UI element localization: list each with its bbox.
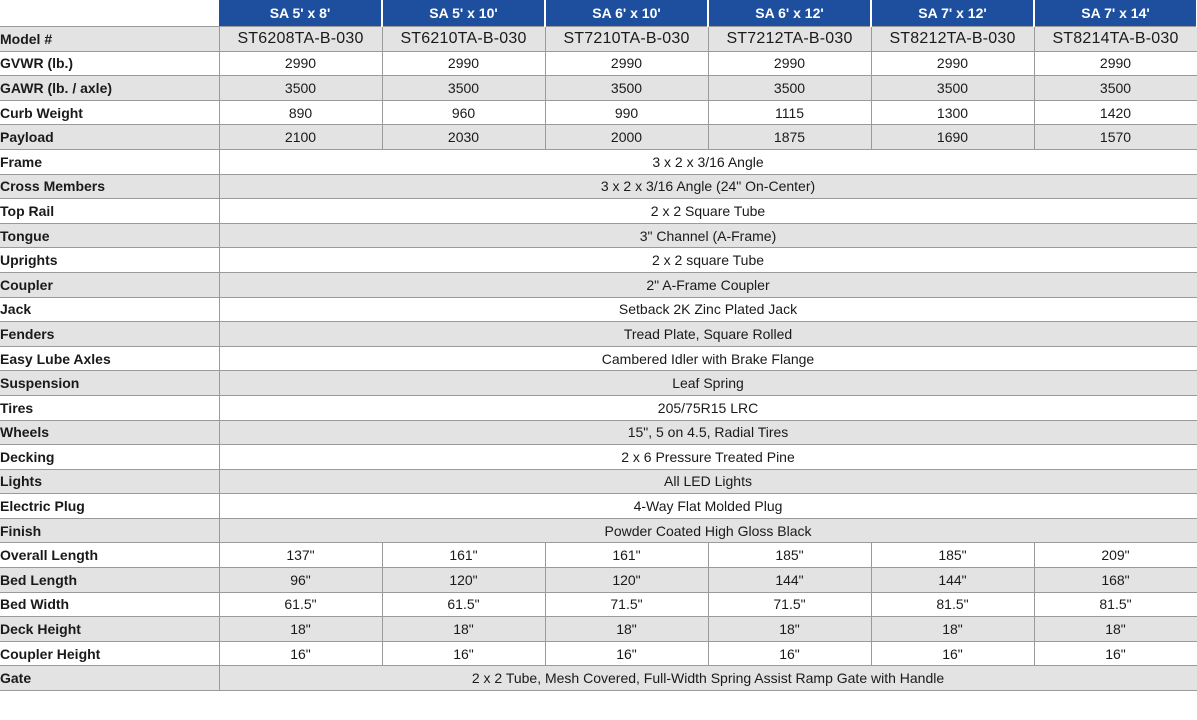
spec-row [0,248,1197,273]
spec-row [0,666,1197,691]
spec-row-label: Bed Length [0,568,219,593]
spec-cell: 81.5" [1034,592,1197,617]
spec-row-label: Payload [0,125,219,150]
spec-row-label: Frame [0,149,219,174]
spec-row-label: Tires [0,395,219,420]
spec-cell: 2990 [708,51,871,76]
spec-cell-shared: 3 x 2 x 3/16 Angle [219,149,1197,174]
spec-row-label: Coupler Height [0,641,219,666]
spec-row [0,568,1197,593]
spec-row [0,174,1197,199]
spec-cell: 960 [382,100,545,125]
spec-row [0,641,1197,666]
spec-row-label: Decking [0,445,219,470]
spec-cell: 71.5" [545,592,708,617]
spec-row-label: Suspension [0,371,219,396]
spec-cell: 1570 [1034,125,1197,150]
spec-row [0,518,1197,543]
spec-row-label: Model # [0,27,219,52]
spec-row-label: Tongue [0,223,219,248]
spec-cell: 18" [1034,617,1197,642]
spec-row-label: Uprights [0,248,219,273]
spec-row-label: Jack [0,297,219,322]
spec-cell: 81.5" [871,592,1034,617]
spec-cell: 185" [708,543,871,568]
spec-cell-shared: All LED Lights [219,469,1197,494]
spec-row-label: Cross Members [0,174,219,199]
spec-cell: 71.5" [708,592,871,617]
spec-row-label: Electric Plug [0,494,219,519]
spec-cell: 18" [382,617,545,642]
spec-cell: 16" [708,641,871,666]
column-header: SA 6' x 12' [708,0,871,27]
spec-cell: 1300 [871,100,1034,125]
spec-cell: ST6210TA-B-030 [382,27,545,52]
spec-table-body [0,27,1197,691]
spec-cell: 185" [871,543,1034,568]
spec-cell-shared: Setback 2K Zinc Plated Jack [219,297,1197,322]
spec-row [0,272,1197,297]
spec-cell: 3500 [708,76,871,101]
spec-cell: 990 [545,100,708,125]
spec-row [0,543,1197,568]
spec-cell-shared: 2 x 2 Square Tube [219,199,1197,224]
spec-row [0,371,1197,396]
spec-cell: ST6208TA-B-030 [219,27,382,52]
spec-cell: 16" [545,641,708,666]
spec-row-label: Fenders [0,322,219,347]
spec-cell-shared: 2 x 6 Pressure Treated Pine [219,445,1197,470]
column-header: SA 7' x 12' [871,0,1034,27]
spec-cell: 3500 [871,76,1034,101]
spec-cell: 16" [219,641,382,666]
spec-cell: 1690 [871,125,1034,150]
column-header: SA 5' x 10' [382,0,545,27]
spec-row [0,100,1197,125]
spec-cell-shared: 2 x 2 Tube, Mesh Covered, Full-Width Spring Assist Ramp Gate with Handle [219,666,1197,691]
spec-cell: 16" [382,641,545,666]
header-corner [0,0,219,27]
spec-cell: 1420 [1034,100,1197,125]
spec-cell: 3500 [219,76,382,101]
spec-cell: 2990 [871,51,1034,76]
spec-row [0,125,1197,150]
spec-cell: ST8212TA-B-030 [871,27,1034,52]
spec-cell: 16" [871,641,1034,666]
spec-cell: 18" [871,617,1034,642]
spec-cell: 16" [1034,641,1197,666]
spec-row-label: GVWR (lb.) [0,51,219,76]
spec-cell-shared: Leaf Spring [219,371,1197,396]
spec-row [0,494,1197,519]
column-header: SA 5' x 8' [219,0,382,27]
spec-cell: 2000 [545,125,708,150]
spec-row-label: Easy Lube Axles [0,346,219,371]
column-header: SA 7' x 14' [1034,0,1197,27]
spec-row-label: Coupler [0,272,219,297]
spec-row [0,592,1197,617]
spec-row-label: Finish [0,518,219,543]
spec-cell-shared: Tread Plate, Square Rolled [219,322,1197,347]
spec-cell: 18" [545,617,708,642]
spec-row [0,322,1197,347]
spec-cell: 890 [219,100,382,125]
spec-row-label: Curb Weight [0,100,219,125]
spec-cell: ST8214TA-B-030 [1034,27,1197,52]
spec-cell-shared: 4-Way Flat Molded Plug [219,494,1197,519]
spec-cell: 61.5" [382,592,545,617]
spec-row [0,617,1197,642]
spec-cell: 144" [871,568,1034,593]
spec-cell: 1115 [708,100,871,125]
spec-row-label: GAWR (lb. / axle) [0,76,219,101]
spec-row [0,27,1197,52]
spec-cell-shared: Cambered Idler with Brake Flange [219,346,1197,371]
spec-cell-shared: 205/75R15 LRC [219,395,1197,420]
spec-cell: 144" [708,568,871,593]
spec-cell: 2100 [219,125,382,150]
spec-cell: 137" [219,543,382,568]
spec-cell: 3500 [382,76,545,101]
spec-cell: 209" [1034,543,1197,568]
spec-cell: 96" [219,568,382,593]
spec-cell: ST7212TA-B-030 [708,27,871,52]
spec-cell-shared: Powder Coated High Gloss Black [219,518,1197,543]
spec-row [0,445,1197,470]
spec-cell: 2990 [545,51,708,76]
spec-cell: 3500 [545,76,708,101]
spec-row [0,469,1197,494]
column-header: SA 6' x 10' [545,0,708,27]
spec-row-label: Top Rail [0,199,219,224]
spec-row-label: Wheels [0,420,219,445]
spec-cell-shared: 3" Channel (A-Frame) [219,223,1197,248]
spec-cell-shared: 3 x 2 x 3/16 Angle (24" On-Center) [219,174,1197,199]
spec-row [0,223,1197,248]
spec-row [0,346,1197,371]
spec-row [0,76,1197,101]
column-header-row [0,0,1197,27]
spec-cell-shared: 2" A-Frame Coupler [219,272,1197,297]
spec-cell: 2990 [219,51,382,76]
spec-row [0,297,1197,322]
spec-row [0,51,1197,76]
spec-cell: 61.5" [219,592,382,617]
spec-row-label: Bed Width [0,592,219,617]
spec-cell: 18" [708,617,871,642]
spec-cell: 2990 [1034,51,1197,76]
spec-row [0,199,1197,224]
spec-cell: ST7210TA-B-030 [545,27,708,52]
spec-row [0,420,1197,445]
spec-cell: 120" [382,568,545,593]
spec-cell: 18" [219,617,382,642]
spec-cell: 161" [382,543,545,568]
spec-cell: 168" [1034,568,1197,593]
spec-cell-shared: 2 x 2 square Tube [219,248,1197,273]
spec-cell-shared: 15", 5 on 4.5, Radial Tires [219,420,1197,445]
spec-row [0,149,1197,174]
spec-row [0,395,1197,420]
spec-row-label: Overall Length [0,543,219,568]
spec-cell: 1875 [708,125,871,150]
spec-cell: 3500 [1034,76,1197,101]
spec-row-label: Deck Height [0,617,219,642]
spec-row-label: Gate [0,666,219,691]
spec-cell: 2990 [382,51,545,76]
spec-cell: 161" [545,543,708,568]
spec-cell: 120" [545,568,708,593]
spec-row-label: Lights [0,469,219,494]
spec-cell: 2030 [382,125,545,150]
